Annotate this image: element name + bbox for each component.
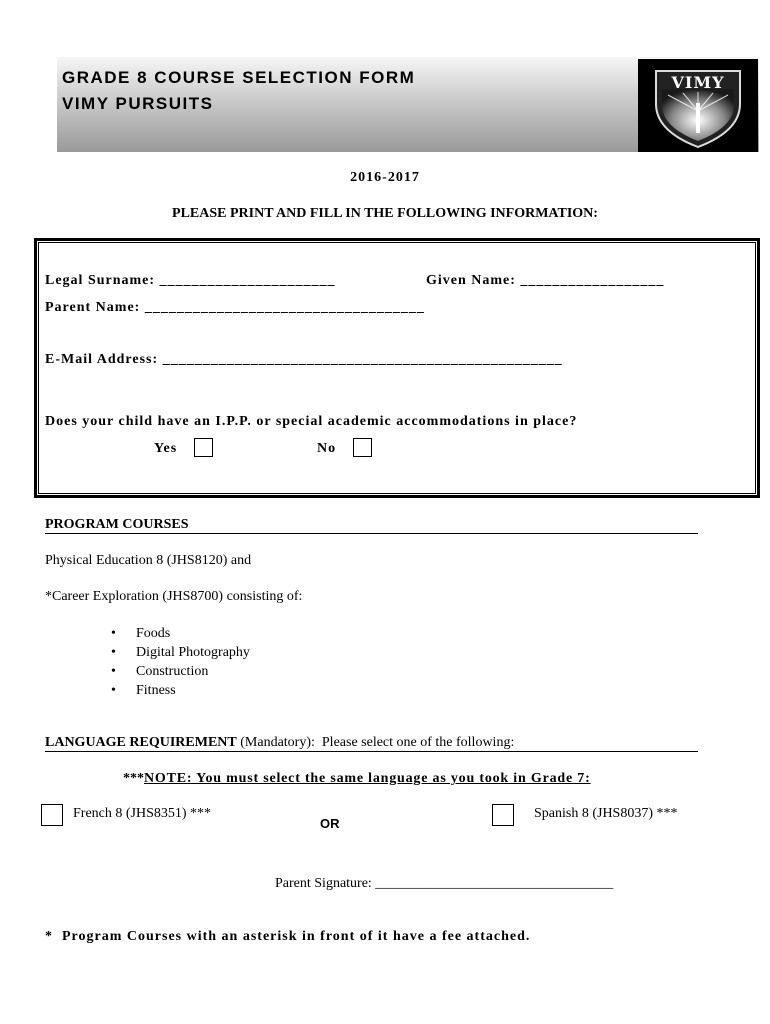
list-item: • Foods <box>111 624 250 643</box>
spanish-option: Spanish 8 (JHS8037) *** <box>534 806 678 821</box>
pe-course: Physical Education 8 (JHS8120) and <box>45 553 252 568</box>
parent-name-field[interactable]: Parent Name: ___________________________________ <box>45 300 425 315</box>
language-heading-underline <box>45 751 698 752</box>
french-checkbox[interactable] <box>41 804 63 826</box>
instruction-text: PLEASE PRINT AND FILL IN THE FOLLOWING INFORMATION: <box>172 206 598 221</box>
program-heading-underline <box>45 533 698 534</box>
list-item: • Fitness <box>111 681 250 700</box>
french-option: French 8 (JHS8351) *** <box>73 806 212 821</box>
program-courses-heading: PROGRAM COURSES <box>45 517 189 532</box>
spanish-checkbox[interactable] <box>492 804 514 826</box>
list-item: • Digital Photography <box>111 643 250 662</box>
or-label: OR <box>320 816 340 831</box>
parent-signature-field[interactable]: Parent Signature: __________________________________ <box>275 876 614 891</box>
given-name-field[interactable]: Given Name: __________________ <box>426 273 665 288</box>
fee-footnote: * Program Courses with an asterisk in front of it have a fee attached. <box>45 929 531 944</box>
no-checkbox[interactable] <box>353 438 372 457</box>
list-item: • Construction <box>111 662 250 681</box>
career-exploration-list <box>111 624 250 700</box>
yes-label: Yes <box>154 441 178 456</box>
grade7-note <box>123 771 591 787</box>
form-subtitle: VIMY PURSUITS <box>62 94 214 113</box>
note-text: NOTE: You must select the same language as you took in Grade 7: <box>144 771 591 786</box>
legal-surname-field[interactable]: Legal Surname: ______________________ <box>45 273 336 288</box>
no-label: No <box>317 441 337 456</box>
form-title: GRADE 8 COURSE SELECTION FORM <box>62 68 416 87</box>
language-requirement-line <box>45 735 514 751</box>
note-prefix: *** <box>123 771 144 786</box>
language-heading: LANGUAGE REQUIREMENT <box>45 735 237 750</box>
school-year: 2016-2017 <box>350 170 420 185</box>
career-course: *Career Exploration (JHS8700) consisting of: <box>45 589 303 604</box>
ipp-question: Does your child have an I.P.P. or special academic accommodations in place? <box>45 414 578 429</box>
yes-checkbox[interactable] <box>194 438 213 457</box>
email-field[interactable]: E-Mail Address: __________________________________________________ <box>45 352 563 367</box>
logo-text: VIMY <box>671 73 725 92</box>
vimy-logo <box>638 59 758 152</box>
language-heading-rest: (Mandatory): Please select one of the following: <box>236 735 515 750</box>
